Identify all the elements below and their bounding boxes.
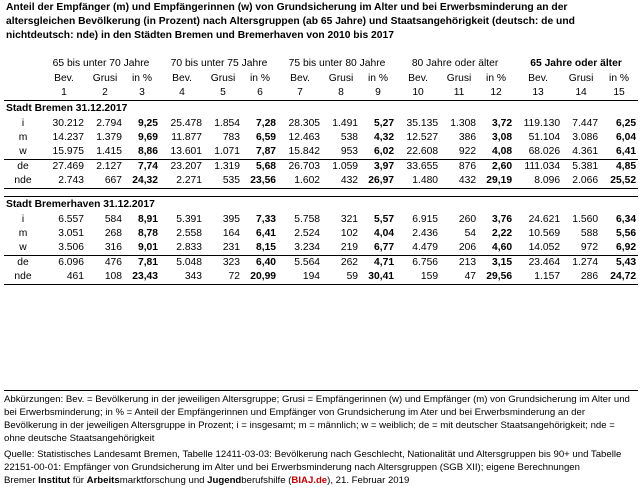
table-cell: 3,97 xyxy=(374,161,395,172)
table-cell: 2.558 xyxy=(176,228,203,239)
table-cell: 24,72 xyxy=(600,270,638,285)
column-label: Grusi xyxy=(568,73,594,84)
row-label: w xyxy=(4,145,42,160)
table-cell: 6.557 xyxy=(58,214,84,225)
table-cell: 3,72 xyxy=(492,118,513,129)
table-cell: 395 xyxy=(222,214,241,225)
table-cell: 1.491 xyxy=(332,118,359,129)
table-row xyxy=(4,213,638,227)
table-cell: 6,41 xyxy=(600,145,638,160)
table-cell: 953 xyxy=(322,145,360,160)
table-cell: 4.361 xyxy=(562,145,600,160)
table-cell: 588 xyxy=(580,228,599,239)
table-cell: 11.877 xyxy=(171,132,203,143)
column-label: in % xyxy=(131,73,153,84)
table-cell: 260 xyxy=(458,214,477,225)
table-cell: 268 xyxy=(104,228,122,239)
table-cell: 4,04 xyxy=(374,228,395,239)
table-cell: 5,27 xyxy=(374,118,395,129)
table-cell: 9,01 xyxy=(124,241,160,256)
table-cell: 4,08 xyxy=(478,145,514,160)
column-number: 11 xyxy=(440,86,478,101)
table-cell: 8,91 xyxy=(137,214,159,225)
table-cell: 30.212 xyxy=(52,118,84,129)
table-cell: 6,25 xyxy=(616,118,637,129)
table-cell: 1.415 xyxy=(86,145,124,160)
table-cell: 5,56 xyxy=(616,228,637,239)
table-cell: 667 xyxy=(86,174,124,189)
column-number: 1 xyxy=(42,86,86,101)
group-header: 70 bis unter 75 Jahre xyxy=(170,58,268,69)
table-cell: 1.059 xyxy=(332,161,359,172)
table-cell: 119.130 xyxy=(523,118,561,129)
table-cell: 12.463 xyxy=(288,132,321,143)
row-label: m xyxy=(18,132,28,143)
table-cell: 10.569 xyxy=(528,228,561,239)
table-cell: 22.608 xyxy=(396,145,440,160)
table-cell: 7,87 xyxy=(242,145,278,160)
column-number: 12 xyxy=(478,86,514,101)
column-number: 2 xyxy=(86,86,124,101)
table-cell: 23,43 xyxy=(124,270,160,285)
table-cell: 5.391 xyxy=(176,214,203,225)
table-cell: 2.794 xyxy=(96,118,122,129)
table-cell: 35.135 xyxy=(406,118,439,129)
table-cell: 5.381 xyxy=(572,161,599,172)
table-cell: 15.975 xyxy=(42,145,86,160)
column-number: 9 xyxy=(360,86,396,101)
table-cell: 7,81 xyxy=(137,257,159,268)
table-cell: 6,41 xyxy=(255,228,277,239)
table-row xyxy=(4,174,638,189)
table-cell: 6,59 xyxy=(255,132,277,143)
table-cell: 321 xyxy=(340,214,359,225)
table-cell: 206 xyxy=(440,241,478,256)
table-cell: 20,99 xyxy=(242,270,278,285)
table-cell: 1.071 xyxy=(204,145,242,160)
column-number: 4 xyxy=(160,86,204,101)
table-cell: 54 xyxy=(464,228,477,239)
table-cell: 7,28 xyxy=(255,118,277,129)
row-label: m xyxy=(18,228,28,239)
table-cell: 2.743 xyxy=(42,174,86,189)
table-row xyxy=(4,241,638,256)
table-cell: 3.086 xyxy=(572,132,599,143)
table-cell: 2.271 xyxy=(160,174,204,189)
table-cell: 8,78 xyxy=(137,228,159,239)
table-cell: 2.127 xyxy=(96,161,122,172)
table-cell: 25.478 xyxy=(170,118,203,129)
table-cell: 2.436 xyxy=(412,228,439,239)
table-cell: 432 xyxy=(322,174,360,189)
table-cell: 584 xyxy=(104,214,122,225)
table-cell: 111.034 xyxy=(524,161,561,172)
group-header: 80 Jahre oder älter xyxy=(411,58,499,69)
table-row xyxy=(4,227,638,241)
group-header: 65 Jahre oder älter xyxy=(530,58,622,69)
table-cell: 538 xyxy=(340,132,359,143)
table-cell: 4,85 xyxy=(616,161,637,172)
table-cell: 6,40 xyxy=(255,257,277,268)
source-note: Quelle: Statistisches Landesamt Bremen, Tabelle 12411-03-03: Bevölkerung nach Geschlecht, Nationalität und Altersgruppen bis 90+ und Tabelle 22151-00-01: Empfänger von Grundsicherung im Alter und bei Erwerbsminderung nach Altersgruppen (SGB XII); eigene Berechnungen xyxy=(4,449,622,473)
table-cell: 8,86 xyxy=(124,145,160,160)
table-cell: 24.621 xyxy=(528,214,561,225)
table-cell: 102 xyxy=(340,228,359,239)
table-cell: 14.052 xyxy=(514,241,562,256)
table-cell: 461 xyxy=(42,270,86,285)
table-row xyxy=(4,256,638,271)
column-label: Grusi xyxy=(328,73,354,84)
table-cell: 3.506 xyxy=(42,241,86,256)
row-label: de xyxy=(17,257,29,268)
table-cell: 1.157 xyxy=(514,270,562,285)
section-header-row xyxy=(4,101,638,118)
column-label: in % xyxy=(486,73,507,84)
column-number: 5 xyxy=(204,86,242,101)
table-cell: 7,74 xyxy=(137,161,159,172)
column-number: 10 xyxy=(396,86,440,101)
table-row xyxy=(4,160,638,175)
corner-cell xyxy=(4,56,42,72)
table-cell: 4,32 xyxy=(374,132,395,143)
table-cell: 2.524 xyxy=(294,228,321,239)
table-cell: 59 xyxy=(322,270,360,285)
table-row xyxy=(4,117,638,131)
table-cell: 9,69 xyxy=(137,132,159,143)
table-cell: 1.274 xyxy=(572,257,599,268)
table-cell: 23.207 xyxy=(170,161,203,172)
table-cell: 27.469 xyxy=(52,161,84,172)
table-cell: 6,04 xyxy=(616,132,637,143)
column-number: 8 xyxy=(322,86,360,101)
table-cell: 3,15 xyxy=(492,257,513,268)
table-cell: 68.026 xyxy=(514,145,562,160)
table-cell: 8.096 xyxy=(514,174,562,189)
column-label: Bev. xyxy=(54,73,74,84)
table-cell: 219 xyxy=(322,241,360,256)
table-cell: 386 xyxy=(458,132,477,143)
row-label: i xyxy=(21,118,25,129)
table-cell: 5.758 xyxy=(294,214,321,225)
table-cell: 2,22 xyxy=(492,228,513,239)
table-cell: 5,57 xyxy=(374,214,395,225)
table-cell: 23,56 xyxy=(242,174,278,189)
table-row xyxy=(4,145,638,160)
table-cell: 783 xyxy=(222,132,241,143)
column-label: Bev. xyxy=(290,73,310,84)
table-cell: 316 xyxy=(86,241,124,256)
group-header: 65 bis unter 70 Jahre xyxy=(52,58,150,69)
column-number: 7 xyxy=(278,86,322,101)
table-cell: 5.564 xyxy=(294,257,321,268)
row-label: w xyxy=(4,241,42,256)
table-cell: 9,25 xyxy=(137,118,159,129)
table-cell: 33.655 xyxy=(406,161,439,172)
table-cell: 14.237 xyxy=(52,132,84,143)
row-label: i xyxy=(21,214,25,225)
column-label: in % xyxy=(250,73,271,84)
table-cell: 194 xyxy=(278,270,322,285)
table-cell: 231 xyxy=(204,241,242,256)
section-title: Stadt Bremerhaven 31.12.2017 xyxy=(4,197,638,214)
table-cell: 4.479 xyxy=(396,241,440,256)
table-cell: 47 xyxy=(440,270,478,285)
table-cell: 1.560 xyxy=(572,214,599,225)
table-cell: 2.833 xyxy=(160,241,204,256)
footnotes xyxy=(4,390,638,487)
column-label: Bev. xyxy=(172,73,192,84)
spacer-row xyxy=(4,189,638,197)
table-cell: 2,60 xyxy=(492,161,513,172)
abbreviations-note: Abkürzungen: Bev. = Bevölkerung in der jeweiligen Altersgruppe; Grusi = Empfängerinnen (w) und Empfänger (m) von Grundsicherung im Alter und bei Erwerbsminderung; in % = Anteil der Empfängerinnen und Empfänger von Grundsicherung im Ater und bei Erwerbsminderung an der Bevölkerung in der jeweiligen Altersgruppe in Prozent; i = insgesamt; m = männlich; w = weiblich; de = mit deutscher Staatsangehörigkeit; nde = ohne deutsche Staatsangehörigkeit xyxy=(4,394,630,444)
column-number-row xyxy=(4,86,638,101)
column-number: 14 xyxy=(562,86,600,101)
column-label: Bev. xyxy=(408,73,428,84)
table-cell: 2.066 xyxy=(562,174,600,189)
table-cell: 1.480 xyxy=(396,174,440,189)
table-cell: 6.756 xyxy=(412,257,439,268)
table-cell: 24,32 xyxy=(124,174,160,189)
table-cell: 6,77 xyxy=(360,241,396,256)
column-label: in % xyxy=(368,73,389,84)
table-cell: 72 xyxy=(204,270,242,285)
table-cell: 12.527 xyxy=(406,132,439,143)
table-cell: 476 xyxy=(104,257,122,268)
table-cell: 13.601 xyxy=(160,145,204,160)
table-cell: 5,68 xyxy=(255,161,277,172)
row-label: nde xyxy=(4,270,42,285)
table-cell: 7,33 xyxy=(255,214,277,225)
table-cell: 4,71 xyxy=(374,257,395,268)
column-label: Grusi xyxy=(92,73,118,84)
section-title: Stadt Bremen 31.12.2017 xyxy=(6,103,128,114)
row-label: de xyxy=(17,161,29,172)
table-cell: 30,41 xyxy=(360,270,396,285)
table-cell: 6,34 xyxy=(616,214,637,225)
row-label: nde xyxy=(4,174,42,189)
table-cell: 3,08 xyxy=(492,132,513,143)
table-cell: 6.096 xyxy=(58,257,84,268)
table-cell: 29,56 xyxy=(478,270,514,285)
column-label-row xyxy=(4,72,638,86)
table-cell: 7.447 xyxy=(572,118,599,129)
table-cell: 3,76 xyxy=(492,214,513,225)
credit-line: Bremer Institut für Arbeitsmarktforschung und Jugendberufshilfe (BIAJ.de), 21. Februar 2019 xyxy=(4,475,410,486)
table-title: Anteil der Empfänger (m) und Empfängerinnen (w) von Grundsicherung im Alter und bei Erwerbsminderung an der altersgleichen Bevölkerung (in Prozent) nach Altersgruppen (ab 65 Jahre) und Staatsangehörigkeit (deutsch: de und nichtdeutsch: nde) in den Städten Bremen und Bremerhaven von 2010 bis 2017 xyxy=(6,2,575,41)
table-cell: 51.104 xyxy=(528,132,561,143)
table-cell: 164 xyxy=(222,228,241,239)
section-header-row xyxy=(4,197,638,214)
table-cell: 5.048 xyxy=(176,257,203,268)
column-label: Grusi xyxy=(446,73,472,84)
table-cell: 343 xyxy=(160,270,204,285)
table-cell: 3.051 xyxy=(58,228,84,239)
table-cell: 972 xyxy=(562,241,600,256)
table-cell: 213 xyxy=(458,257,477,268)
table-cell: 26.703 xyxy=(288,161,321,172)
table-cell: 1.854 xyxy=(214,118,241,129)
table-row xyxy=(4,131,638,145)
corner-cell xyxy=(4,72,42,86)
column-number: 15 xyxy=(600,86,638,101)
column-number: 13 xyxy=(514,86,562,101)
table-cell: 1.319 xyxy=(214,161,241,172)
table-cell: 3.234 xyxy=(278,241,322,256)
group-header-row xyxy=(4,56,638,72)
column-label: Grusi xyxy=(210,73,236,84)
table-cell: 535 xyxy=(204,174,242,189)
table-cell: 286 xyxy=(562,270,600,285)
table-cell: 6,02 xyxy=(360,145,396,160)
table-cell: 4,60 xyxy=(478,241,514,256)
table-cell: 6.915 xyxy=(412,214,439,225)
table-cell: 29,19 xyxy=(478,174,514,189)
table-cell: 15.842 xyxy=(278,145,322,160)
column-label: in % xyxy=(609,73,630,84)
table-cell: 432 xyxy=(440,174,478,189)
table-cell: 6,92 xyxy=(600,241,638,256)
table-row xyxy=(4,270,638,285)
table-cell: 108 xyxy=(86,270,124,285)
table-cell: 1.379 xyxy=(96,132,122,143)
table-cell: 5,43 xyxy=(616,257,637,268)
corner-cell xyxy=(4,86,42,101)
table-cell: 1.308 xyxy=(450,118,477,129)
group-header: 75 bis unter 80 Jahre xyxy=(288,58,386,69)
column-number: 6 xyxy=(242,86,278,101)
table-cell: 23.464 xyxy=(528,257,561,268)
table-cell: 25,52 xyxy=(600,174,638,189)
table-cell: 159 xyxy=(396,270,440,285)
table-cell: 28.305 xyxy=(288,118,321,129)
table-cell: 1.602 xyxy=(278,174,322,189)
data-table xyxy=(4,56,638,285)
table-cell: 922 xyxy=(440,145,478,160)
column-number: 3 xyxy=(124,86,160,101)
spacer-cell xyxy=(4,189,638,197)
table-cell: 26,97 xyxy=(360,174,396,189)
table-cell: 262 xyxy=(340,257,359,268)
column-label: Bev. xyxy=(528,73,548,84)
table-cell: 8,15 xyxy=(242,241,278,256)
table-cell: 323 xyxy=(222,257,241,268)
table-cell: 876 xyxy=(458,161,477,172)
